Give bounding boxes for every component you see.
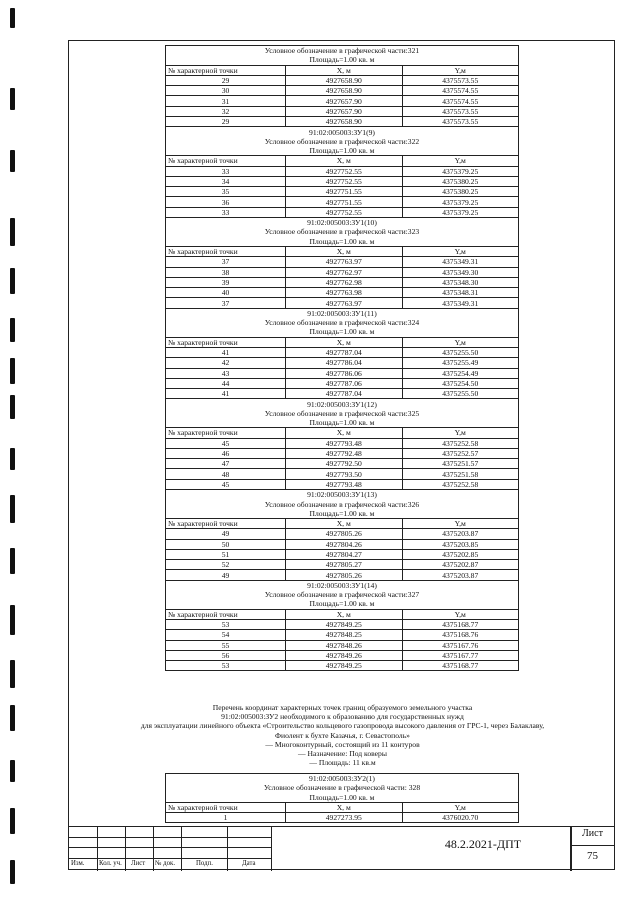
table-row: [166, 469, 519, 479]
x-value: 4927752.55: [286, 207, 402, 217]
y-value: 4375167.76: [402, 640, 519, 650]
graphic-caption: Условное обозначение в графической части:326: [166, 499, 519, 508]
y-value: 4375167.77: [402, 650, 519, 660]
table-row: [166, 650, 519, 660]
header-point: № характерной точки: [166, 156, 286, 166]
graphic-caption: Условное обозначение в графической части:327: [166, 590, 519, 599]
y-value: 4375573.55: [402, 75, 519, 85]
point-number: 51: [166, 549, 286, 559]
x-value: 4927762.97: [286, 267, 402, 277]
header-y: Y,м: [402, 518, 519, 528]
table-row: [166, 479, 519, 489]
zu-id: 91:02:005003:ЗУ1(11): [166, 309, 519, 318]
header-y: Y,м: [402, 609, 519, 619]
header-point: № характерной точки: [166, 246, 286, 256]
x-value: 4927751.55: [286, 197, 402, 207]
area-label: Площадь=1.00 кв. м: [166, 509, 519, 519]
table-row: [166, 448, 519, 458]
zu-id: 91:02:005003:ЗУ1(12): [166, 399, 519, 408]
header-point: № характерной точки: [166, 337, 286, 347]
y-value: 4375379.25: [402, 197, 519, 207]
y-value: 4375379.25: [402, 207, 519, 217]
y-value: 4375573.55: [402, 117, 519, 127]
y-value: 4375202.87: [402, 560, 519, 570]
table-row: [166, 570, 519, 580]
x-value: 4927751.55: [286, 187, 402, 197]
table-row: [166, 207, 519, 217]
x-value: 4927792.48: [286, 448, 402, 458]
point-number: 37: [166, 257, 286, 267]
header-x: X, м: [286, 609, 402, 619]
x-value: 4927848.26: [286, 640, 402, 650]
title-block: [68, 826, 615, 870]
y-value: 4375255.50: [402, 389, 519, 399]
y-value: 4375203.87: [402, 570, 519, 580]
perechen-line-4: Фиолент к бухте Казачья, г. Севастополь»: [275, 730, 410, 740]
stamp-kol-uch: Кол. уч.: [99, 860, 122, 867]
table-row: [166, 539, 519, 549]
point-number: 41: [166, 389, 286, 399]
x-value: 4927805.26: [286, 570, 402, 580]
x-value: 4927752.55: [286, 176, 402, 186]
point-number: 34: [166, 176, 286, 186]
point-number: 40: [166, 288, 286, 298]
point-number: 41: [166, 347, 286, 357]
table-row: [166, 197, 519, 207]
area-label: Площадь=1.00 кв. м: [166, 327, 519, 337]
table-row: [166, 176, 519, 186]
table-row: [166, 277, 519, 287]
y-value: 4375379.25: [402, 166, 519, 176]
table-row: [166, 813, 519, 823]
coordinates-table: [165, 45, 519, 127]
graphic-caption: Условное обозначение в графической части:321: [166, 46, 519, 56]
x-value: 4927793.48: [286, 479, 402, 489]
x-value: 4927762.98: [286, 277, 402, 287]
point-number: 39: [166, 277, 286, 287]
header-point: № характерной точки: [166, 802, 286, 812]
y-value: 4375252.58: [402, 438, 519, 448]
y-value: 4375349.31: [402, 298, 519, 308]
coordinates-table: [165, 581, 519, 672]
header-x: X, м: [286, 65, 402, 75]
table-row: [166, 75, 519, 85]
point-number: 1: [166, 813, 286, 823]
x-value: 4927805.26: [286, 529, 402, 539]
y-value: 4375349.30: [402, 267, 519, 277]
point-number: 29: [166, 75, 286, 85]
y-value: 4375251.57: [402, 459, 519, 469]
stamp-ndok: № док.: [155, 860, 176, 867]
perechen-heading: [110, 703, 575, 767]
header-y: Y,м: [402, 428, 519, 438]
header-x: X, м: [286, 802, 402, 812]
y-value: 4375203.87: [402, 529, 519, 539]
perechen-line-5: — Многоконтурный, состоящий из 11 контуров: [265, 739, 420, 749]
point-number: 35: [166, 187, 286, 197]
x-value: 4927848.25: [286, 630, 402, 640]
x-value: 4927763.97: [286, 298, 402, 308]
y-value: 4375573.55: [402, 106, 519, 116]
x-value: 4927793.48: [286, 438, 402, 448]
x-value: 4927792.50: [286, 459, 402, 469]
coordinates-table: [165, 399, 519, 490]
point-number: 43: [166, 368, 286, 378]
point-number: 56: [166, 650, 286, 660]
zu-id: 91:02:005003:ЗУ1(10): [166, 218, 519, 227]
table-row: [166, 389, 519, 399]
y-value: 4375349.31: [402, 257, 519, 267]
y-value: 4375254.49: [402, 368, 519, 378]
perechen-line-6: — Назначение: Под коверы: [298, 749, 387, 759]
graphic-caption: Условное обозначение в графической части:325: [166, 409, 519, 418]
zu2-table: [165, 773, 519, 823]
x-value: 4927804.26: [286, 539, 402, 549]
x-value: 4927752.55: [286, 166, 402, 176]
point-number: 31: [166, 96, 286, 106]
header-point: № характерной точки: [166, 428, 286, 438]
x-value: 4927787.06: [286, 378, 402, 388]
coordinates-table: [165, 490, 519, 581]
zu2-id: 91:02:005003:ЗУ2(1): [166, 774, 519, 784]
header-point: № характерной точки: [166, 65, 286, 75]
y-value: 4375252.57: [402, 448, 519, 458]
x-value: 4927658.90: [286, 75, 402, 85]
point-number: 45: [166, 438, 286, 448]
point-number: 42: [166, 358, 286, 368]
point-number: 29: [166, 117, 286, 127]
x-value: 4927763.97: [286, 257, 402, 267]
area-label: Площадь=1.00 кв. м: [166, 418, 519, 428]
coordinates-tables: [165, 45, 519, 671]
table-row: [166, 459, 519, 469]
table-row: [166, 257, 519, 267]
zu-id: 91:02:005003:ЗУ1(13): [166, 490, 519, 499]
point-number: 36: [166, 197, 286, 207]
x-value: 4927658.90: [286, 86, 402, 96]
area-label: Площадь=1.00 кв. м: [166, 55, 519, 65]
perechen-line-2: 91:02:005003:ЗУ2 необходимого к образованию для государственных нужд: [221, 712, 464, 722]
area-label: Площадь=1.00 кв. м: [166, 237, 519, 247]
table-row: [166, 560, 519, 570]
coordinates-table: [165, 218, 519, 309]
point-number: 49: [166, 529, 286, 539]
y-value: 4375168.77: [402, 661, 519, 671]
table-row: [166, 661, 519, 671]
y-value: 4375380.25: [402, 187, 519, 197]
zu-id: 91:02:005003:ЗУ1(9): [166, 127, 519, 136]
zu2-area: Площадь=1.00 кв. м: [166, 793, 519, 803]
x-value: 4927787.04: [286, 389, 402, 399]
stamp-list: Лист: [131, 860, 146, 867]
stamp-data: Дата: [242, 860, 256, 867]
header-point: № характерной точки: [166, 609, 286, 619]
x-value: 4927786.04: [286, 358, 402, 368]
table-row: [166, 549, 519, 559]
graphic-caption: Условное обозначение в графической части:323: [166, 227, 519, 236]
table-row: [166, 117, 519, 127]
y-value: 4375348.31: [402, 288, 519, 298]
y-value: 4375203.85: [402, 539, 519, 549]
point-number: 48: [166, 469, 286, 479]
stamp-podp: Подп.: [196, 860, 213, 867]
document-code: 48.2.2021-ДПТ: [444, 837, 522, 851]
perechen-line-3: для эксплуатации линейного объекта «Строительство кольцевого газопровода высокого давления от ГРС-1, через Балаклаву,: [140, 721, 545, 731]
table-row: [166, 347, 519, 357]
y-value: 4375254.50: [402, 378, 519, 388]
point-number: 38: [166, 267, 286, 277]
table-row: [166, 288, 519, 298]
y-value: 4375380.25: [402, 176, 519, 186]
point-number: 47: [166, 459, 286, 469]
table-row: [166, 438, 519, 448]
table-row: [166, 619, 519, 629]
perechen-line-7: — Площадь: 11 кв.м: [309, 758, 376, 768]
table-row: [166, 298, 519, 308]
x-value: 4927657.90: [286, 106, 402, 116]
coordinates-table: [165, 309, 519, 400]
point-number: 53: [166, 619, 286, 629]
y-value: 4375255.50: [402, 347, 519, 357]
header-x: X, м: [286, 518, 402, 528]
y-value: 4375255.49: [402, 358, 519, 368]
y-value: 4376020.70: [402, 813, 519, 823]
header-y: Y,м: [402, 65, 519, 75]
x-value: 4927793.50: [286, 469, 402, 479]
y-value: 4375168.77: [402, 619, 519, 629]
point-number: 52: [166, 560, 286, 570]
header-x: X, м: [286, 156, 402, 166]
y-value: 4375202.85: [402, 549, 519, 559]
perechen-line-1: Перечень координат характерных точек границ образуемого земельного участка: [212, 703, 473, 712]
table-row: [166, 86, 519, 96]
x-value: 4927763.98: [286, 288, 402, 298]
table-row: [166, 96, 519, 106]
graphic-caption: Условное обозначение в графической части:324: [166, 318, 519, 327]
point-number: 55: [166, 640, 286, 650]
x-value: 4927786.06: [286, 368, 402, 378]
x-value: 4927849.26: [286, 650, 402, 660]
y-value: 4375348.30: [402, 277, 519, 287]
x-value: 4927805.27: [286, 560, 402, 570]
header-x: X, м: [286, 246, 402, 256]
header-point: № характерной точки: [166, 518, 286, 528]
y-value: 4375574.55: [402, 96, 519, 106]
header-x: X, м: [286, 337, 402, 347]
zu-id: 91:02:005003:ЗУ1(14): [166, 581, 519, 590]
x-value: 4927849.25: [286, 661, 402, 671]
sheet-label: Лист: [582, 828, 603, 839]
y-value: 4375574.55: [402, 86, 519, 96]
zu2-caption: Условное обозначение в графической части: 328: [166, 783, 519, 792]
point-number: 33: [166, 166, 286, 176]
stamp-izm: Изм.: [71, 860, 85, 867]
x-value: 4927787.04: [286, 347, 402, 357]
y-value: 4375252.58: [402, 479, 519, 489]
y-value: 4375168.76: [402, 630, 519, 640]
table-row: [166, 267, 519, 277]
point-number: 30: [166, 86, 286, 96]
header-y: Y,м: [402, 156, 519, 166]
header-y: Y,м: [402, 246, 519, 256]
table-row: [166, 106, 519, 116]
x-value: 4927849.25: [286, 619, 402, 629]
x-value: 4927657.90: [286, 96, 402, 106]
point-number: 49: [166, 570, 286, 580]
point-number: 37: [166, 298, 286, 308]
table-row: [166, 529, 519, 539]
point-number: 32: [166, 106, 286, 116]
x-value: 4927804.27: [286, 549, 402, 559]
point-number: 50: [166, 539, 286, 549]
header-y: Y,м: [402, 337, 519, 347]
area-label: Площадь=1.00 кв. м: [166, 146, 519, 156]
table-row: [166, 368, 519, 378]
point-number: 44: [166, 378, 286, 388]
point-number: 45: [166, 479, 286, 489]
table-row: [166, 187, 519, 197]
table-row: [166, 630, 519, 640]
table-row: [166, 166, 519, 176]
x-value: 4927273.95: [286, 813, 402, 823]
point-number: 46: [166, 448, 286, 458]
table-row: [166, 358, 519, 368]
graphic-caption: Условное обозначение в графической части:322: [166, 137, 519, 146]
sheet-number: 75: [587, 850, 598, 862]
y-value: 4375251.58: [402, 469, 519, 479]
point-number: 54: [166, 630, 286, 640]
point-number: 33: [166, 207, 286, 217]
header-x: X, м: [286, 428, 402, 438]
coordinates-table: [165, 127, 519, 218]
table-row: [166, 640, 519, 650]
header-y: Y,м: [402, 802, 519, 812]
table-row: [166, 378, 519, 388]
point-number: 53: [166, 661, 286, 671]
area-label: Площадь=1.00 кв. м: [166, 599, 519, 609]
x-value: 4927658.90: [286, 117, 402, 127]
